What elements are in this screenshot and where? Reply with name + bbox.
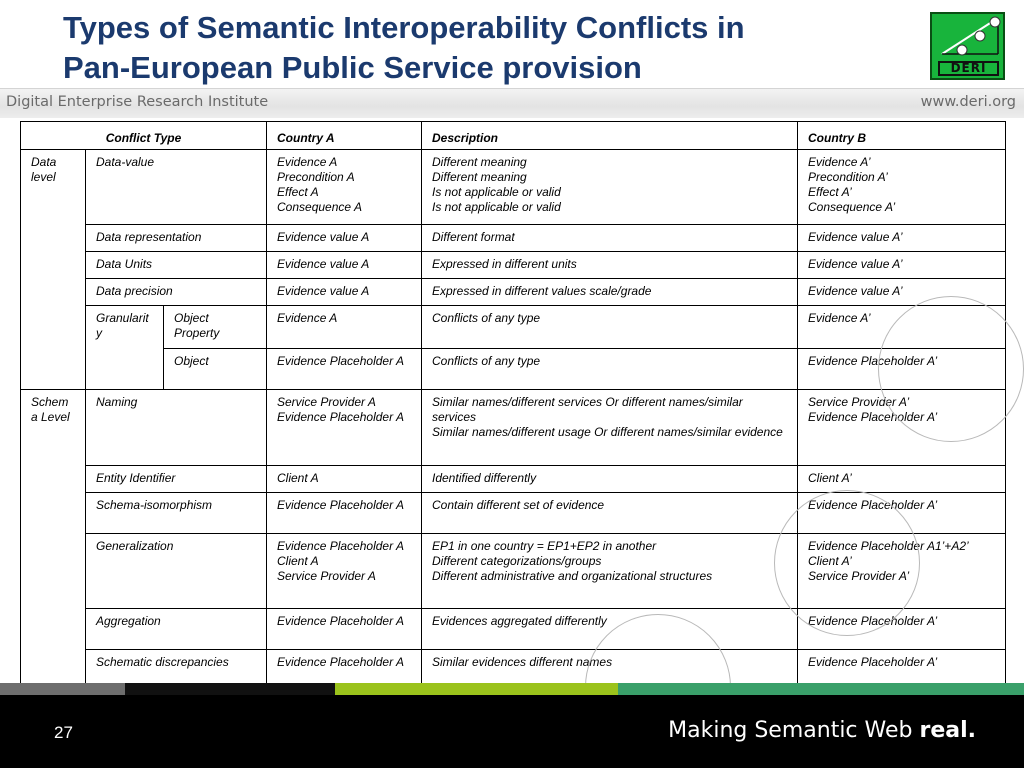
country-a-cell: Evidence A bbox=[267, 306, 422, 349]
group-granularity: Granularit y bbox=[86, 306, 164, 390]
conflict-type-cell: Naming bbox=[86, 390, 267, 466]
country-b-cell: Evidence value A’ bbox=[798, 279, 1006, 306]
cell-line: Different meaning bbox=[432, 170, 527, 184]
country-b-cell: Evidence value A’ bbox=[798, 225, 1006, 252]
cell-line: Consequence A bbox=[277, 200, 362, 214]
country-a-cell: Evidence Placeholder A bbox=[267, 493, 422, 534]
table-row bbox=[21, 252, 1006, 279]
description-cell: Conflicts of any type bbox=[422, 306, 798, 349]
country-a-cell: Client A bbox=[267, 466, 422, 493]
cell-line: Evidence Placeholder A bbox=[277, 410, 404, 424]
cell-line: Precondition A’ bbox=[808, 170, 888, 184]
conflicts-table bbox=[20, 121, 1006, 693]
table-row bbox=[21, 349, 1006, 390]
cell-line: Effect A bbox=[277, 185, 319, 199]
logo-text: DERI bbox=[938, 61, 999, 76]
cell-line: Evidence A bbox=[277, 155, 338, 169]
country-b-cell: Evidence Placeholder A’ bbox=[798, 349, 1006, 390]
country-a-cell: Evidence Placeholder A bbox=[267, 349, 422, 390]
cell-line: Effect A’ bbox=[808, 185, 852, 199]
website-url: www.deri.org bbox=[920, 94, 1016, 110]
cell-line: Is not applicable or valid bbox=[432, 200, 561, 214]
slide-title-line-2: Pan-European Public Service provision bbox=[63, 50, 642, 85]
cell-line: EP1 in one country = EP1+EP2 in another bbox=[432, 539, 657, 553]
group-schema-level: Schem a Level bbox=[21, 390, 86, 693]
table-row bbox=[21, 150, 1006, 225]
cell-line: Different administrative and organizational structures bbox=[432, 569, 713, 583]
conflict-type-cell: Data precision bbox=[86, 279, 267, 306]
conflict-type-cell: Data representation bbox=[86, 225, 267, 252]
description-cell bbox=[422, 150, 798, 225]
conflict-type-cell: Object Property bbox=[164, 306, 267, 349]
table-row bbox=[21, 466, 1006, 493]
country-a-cell: Evidence value A bbox=[267, 252, 422, 279]
group-data-level: Data level bbox=[21, 150, 86, 390]
table-row bbox=[21, 390, 1006, 466]
cell-line: Similar names/different services Or different names/similar services bbox=[432, 395, 743, 424]
country-a-cell bbox=[267, 150, 422, 225]
header-conflict-type: Conflict Type bbox=[21, 122, 267, 150]
cell-line: Evidence A’ bbox=[808, 155, 871, 169]
table-row bbox=[21, 534, 1006, 609]
cell-line: Different meaning bbox=[432, 155, 527, 169]
country-b-cell bbox=[798, 534, 1006, 609]
header-description: Description bbox=[422, 122, 798, 150]
table-row bbox=[21, 225, 1006, 252]
cell-line: Evidence Placeholder A’ bbox=[808, 410, 938, 424]
country-b-cell: Evidence Placeholder A’ bbox=[798, 609, 1006, 650]
header-band bbox=[0, 88, 1024, 118]
cell-line: Service Provider A bbox=[277, 395, 376, 409]
header-country-b: Country B bbox=[798, 122, 1006, 150]
table-header-row bbox=[21, 122, 1006, 150]
table-row bbox=[21, 279, 1006, 306]
cell-line: Different categorizations/groups bbox=[432, 554, 602, 568]
slide-title bbox=[63, 8, 903, 88]
table-row bbox=[21, 493, 1006, 534]
cell-line: Precondition A bbox=[277, 170, 355, 184]
description-cell: Similar evidences different names bbox=[422, 650, 798, 693]
deri-logo bbox=[930, 12, 1005, 80]
conflict-type-cell: Data-value bbox=[86, 150, 267, 225]
conflict-type-cell: Object bbox=[164, 349, 267, 390]
cell-line: Evidence Placeholder A bbox=[277, 539, 404, 553]
country-b-cell bbox=[798, 150, 1006, 225]
tagline-regular: Making Semantic Web bbox=[668, 718, 920, 743]
header-country-a: Country A bbox=[267, 122, 422, 150]
cell-line: Consequence A’ bbox=[808, 200, 896, 214]
conflict-type-cell: Data Units bbox=[86, 252, 267, 279]
country-a-cell bbox=[267, 390, 422, 466]
cell-line: Client A bbox=[277, 554, 319, 568]
table-row bbox=[21, 306, 1006, 349]
cell-line: Client A’ bbox=[808, 554, 852, 568]
conflict-type-cell: Schematic discrepancies bbox=[86, 650, 267, 693]
country-b-cell: Evidence Placeholder A’ bbox=[798, 493, 1006, 534]
country-b-cell: Evidence value A’ bbox=[798, 252, 1006, 279]
institute-name: Digital Enterprise Research Institute bbox=[6, 94, 269, 110]
description-cell bbox=[422, 534, 798, 609]
cell-line: Service Provider A’ bbox=[808, 569, 910, 583]
description-cell: Conflicts of any type bbox=[422, 349, 798, 390]
tagline-bold: real. bbox=[919, 718, 976, 743]
country-b-cell bbox=[798, 390, 1006, 466]
conflict-type-cell: Generalization bbox=[86, 534, 267, 609]
country-a-cell bbox=[267, 534, 422, 609]
conflict-type-cell: Entity Identifier bbox=[86, 466, 267, 493]
conflict-type-cell: Schema-isomorphism bbox=[86, 493, 267, 534]
cell-line: Service Provider A bbox=[277, 569, 376, 583]
description-cell: Identified differently bbox=[422, 466, 798, 493]
conflict-type-cell: Aggregation bbox=[86, 609, 267, 650]
cell-line: Evidence Placeholder A1’+A2’ bbox=[808, 539, 969, 553]
table-row bbox=[21, 609, 1006, 650]
description-cell bbox=[422, 390, 798, 466]
cell-line: Is not applicable or valid bbox=[432, 185, 561, 199]
footer-tagline bbox=[668, 718, 976, 743]
description-cell: Expressed in different values scale/grade bbox=[422, 279, 798, 306]
description-cell: Evidences aggregated differently bbox=[422, 609, 798, 650]
country-a-cell: Evidence value A bbox=[267, 279, 422, 306]
country-a-cell: Evidence Placeholder A bbox=[267, 609, 422, 650]
footer-stripe-lime bbox=[335, 683, 618, 695]
footer-stripe-dark bbox=[125, 683, 335, 695]
country-a-cell: Evidence value A bbox=[267, 225, 422, 252]
country-a-cell: Evidence Placeholder A bbox=[267, 650, 422, 693]
country-b-cell: Evidence A’ bbox=[798, 306, 1006, 349]
country-b-cell: Client A’ bbox=[798, 466, 1006, 493]
country-b-cell: Evidence Placeholder A’ bbox=[798, 650, 1006, 693]
description-cell: Contain different set of evidence bbox=[422, 493, 798, 534]
description-cell: Expressed in different units bbox=[422, 252, 798, 279]
footer-stripe-gray bbox=[0, 683, 125, 695]
cell-line: Service Provider A’ bbox=[808, 395, 910, 409]
footer-stripe-teal bbox=[618, 683, 1024, 695]
page-number: 27 bbox=[54, 723, 73, 742]
slide-title-line-1: Types of Semantic Interoperability Conflicts in bbox=[63, 10, 745, 45]
cell-line: Similar names/different usage Or different names/similar evidence bbox=[432, 425, 783, 439]
description-cell: Different format bbox=[422, 225, 798, 252]
